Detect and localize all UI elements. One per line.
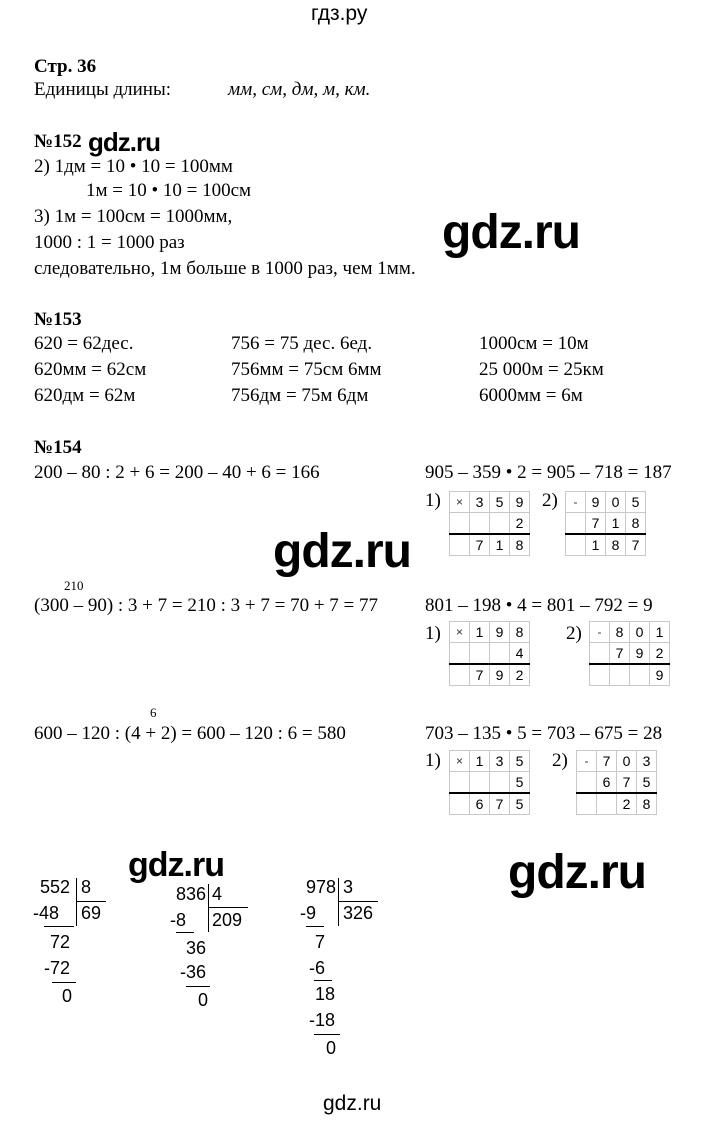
digit: 7: [610, 643, 630, 665]
divider-line: [52, 982, 76, 983]
digit: 2: [510, 664, 530, 686]
watermark: gdz.ru: [88, 127, 160, 157]
quotient: 69: [81, 903, 102, 923]
step-label: 2): [566, 623, 582, 644]
divider-line: [314, 1034, 340, 1035]
ex154-equation-2: (300 – 90) : 3 + 7 = 210 : 3 + 7 = 70 + 7 = 77: [34, 595, 379, 616]
digit: 9: [630, 643, 650, 665]
ex154-right-equation: 905 – 359 • 2 = 905 – 718 = 187: [425, 462, 672, 483]
divider-line: [44, 926, 74, 927]
digit: 7: [470, 664, 490, 686]
minus-sign: -: [590, 622, 610, 643]
digit: 1: [470, 622, 490, 643]
divisor: 4: [212, 884, 223, 904]
digit: [470, 513, 490, 535]
digit: 3: [637, 751, 657, 772]
digit: 5: [490, 492, 510, 513]
digit: 7: [597, 751, 617, 772]
step-label: 1): [425, 623, 441, 644]
digit: 8: [510, 622, 530, 643]
digit: 7: [470, 534, 490, 556]
ex153-cell: 25 000м = 25км: [479, 359, 604, 380]
digit: 1: [586, 534, 606, 556]
division-step: -9: [300, 903, 317, 923]
quotient: 326: [343, 903, 374, 923]
divider-line: [176, 932, 194, 933]
division-step: -6: [309, 958, 326, 978]
footer-site-link[interactable]: gdz.ru: [323, 1092, 382, 1115]
digit: 7: [617, 772, 637, 794]
ex154-equation-3: 600 – 120 : (4 + 2) = 600 – 120 : 6 = 580: [34, 723, 346, 744]
digit: 8: [637, 793, 657, 815]
step-label: 1): [425, 750, 441, 771]
quotient: 209: [212, 910, 243, 930]
division-step: 0: [198, 990, 209, 1010]
ex153-cell: 620дм = 62м: [34, 385, 136, 406]
ex152-line: 1м = 10 • 10 = 100см: [86, 180, 252, 201]
division-step: -8: [170, 910, 187, 930]
ex153-cell: 1000см = 10м: [479, 333, 589, 354]
digit: [630, 664, 650, 686]
divider-line: [186, 986, 210, 987]
ex153-cell: 756дм = 75м 6дм: [231, 385, 369, 406]
digit: 7: [626, 534, 646, 556]
subtraction-grid: [589, 621, 670, 686]
digit: 7: [586, 513, 606, 535]
dividend: 552: [40, 877, 71, 897]
ex153-cell: 6000мм = 6м: [479, 385, 583, 406]
digit: 2: [510, 513, 530, 535]
digit: 9: [490, 622, 510, 643]
digit: 3: [490, 751, 510, 772]
times-sign: ×: [450, 751, 470, 772]
divisor: 3: [343, 877, 354, 897]
division-step: 72: [50, 932, 71, 952]
divider-line: [208, 884, 209, 932]
digit: 1: [490, 534, 510, 556]
divider-line: [338, 901, 378, 902]
division-step: -48: [33, 903, 60, 923]
ex154-equation-1: 200 – 80 : 2 + 6 = 200 – 40 + 6 = 166: [34, 462, 320, 483]
watermark: gdz.ru: [508, 846, 646, 899]
dividend: 836: [176, 884, 207, 904]
ex153-cell: 756 = 75 дес. 6ед.: [231, 333, 373, 354]
exercise-152-number: №152: [34, 131, 82, 152]
ex152-line: 3) 1м = 100см = 1000мм,: [34, 206, 233, 227]
site-header[interactable]: гдз.ру: [311, 2, 368, 25]
watermark: gdz.ru: [442, 206, 580, 259]
digit: 9: [510, 492, 530, 513]
digit: 7: [490, 793, 510, 815]
ex153-cell: 620мм = 62см: [34, 359, 147, 380]
ex154-right-equation: 703 – 135 • 5 = 703 – 675 = 28: [425, 723, 663, 744]
divider-line: [76, 878, 77, 926]
watermark: gdz.ru: [128, 846, 224, 884]
digit: [490, 513, 510, 535]
digit: [610, 664, 630, 686]
length-units-list: мм, см, дм, м, км.: [228, 79, 371, 100]
ex152-line: следовательно, 1м больше в 1000 раз, чем 1мм.: [34, 258, 416, 279]
digit: [470, 772, 490, 794]
ex154-equation-3-note: 6: [150, 705, 157, 720]
digit: 6: [597, 772, 617, 794]
digit: 0: [617, 751, 637, 772]
multiplication-grid: [449, 491, 530, 556]
division-step: -72: [44, 958, 71, 978]
digit: [470, 643, 490, 665]
digit: 9: [490, 664, 510, 686]
multiplication-grid: [449, 750, 530, 815]
subtraction-grid: [576, 750, 657, 815]
ex152-line: 2) 1дм = 10 • 10 = 100мм: [34, 156, 233, 177]
digit: 9: [650, 664, 670, 686]
digit: 1: [650, 622, 670, 643]
digit: [597, 793, 617, 815]
divider-line: [306, 926, 324, 927]
divisor: 8: [81, 877, 92, 897]
digit: 4: [510, 643, 530, 665]
division-step: 18: [315, 984, 336, 1004]
division-step: -36: [180, 962, 207, 982]
digit: 0: [630, 622, 650, 643]
step-label: 1): [425, 490, 441, 511]
digit: 5: [510, 751, 530, 772]
digit: [490, 772, 510, 794]
division-step: 36: [186, 938, 207, 958]
exercise-154-number: №154: [34, 437, 82, 458]
ex152-line: 1000 : 1 = 1000 раз: [34, 232, 185, 253]
digit: 5: [510, 793, 530, 815]
step-label: 2): [542, 490, 558, 511]
digit: 6: [470, 793, 490, 815]
ex154-right-equation: 801 – 198 • 4 = 801 – 792 = 9: [425, 595, 653, 616]
multiplication-grid: [449, 621, 530, 686]
minus-sign: -: [566, 492, 586, 513]
watermark: gdz.ru: [273, 525, 411, 578]
digit: 2: [650, 643, 670, 665]
division-step: 7: [315, 932, 326, 952]
ex153-cell: 756мм = 75см 6мм: [231, 359, 382, 380]
digit: [490, 643, 510, 665]
page-label: Стр. 36: [34, 56, 97, 77]
digit: 8: [510, 534, 530, 556]
ex153-cell: 620 = 62дес.: [34, 333, 134, 354]
digit: 8: [606, 534, 626, 556]
dividend: 978: [306, 877, 337, 897]
digit: 2: [617, 793, 637, 815]
divider-line: [208, 907, 248, 908]
step-label: 2): [552, 750, 568, 771]
minus-sign: -: [577, 751, 597, 772]
division-step: -18: [309, 1010, 336, 1030]
divider-line: [314, 980, 332, 981]
digit: 8: [610, 622, 630, 643]
digit: 5: [510, 772, 530, 794]
digit: 8: [626, 513, 646, 535]
divider-line: [76, 901, 106, 902]
digit: 5: [626, 492, 646, 513]
exercise-153-number: №153: [34, 309, 82, 330]
digit: 1: [606, 513, 626, 535]
digit: 9: [586, 492, 606, 513]
division-step: 0: [62, 986, 73, 1006]
digit: 1: [470, 751, 490, 772]
digit: 5: [637, 772, 657, 794]
digit: 3: [470, 492, 490, 513]
times-sign: ×: [450, 492, 470, 513]
ex154-equation-2-note: 210: [64, 578, 84, 593]
division-step: 0: [326, 1038, 337, 1058]
subtraction-grid: [565, 491, 646, 556]
length-units-label: Единицы длины:: [34, 79, 171, 100]
digit: 0: [606, 492, 626, 513]
divider-line: [338, 878, 339, 926]
times-sign: ×: [450, 622, 470, 643]
